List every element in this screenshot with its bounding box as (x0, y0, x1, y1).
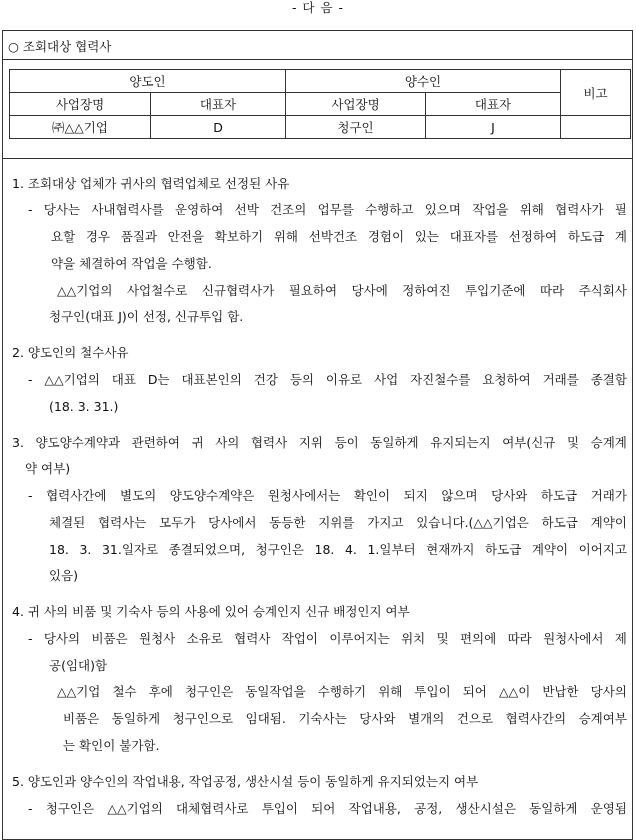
transferee-name-cell: 청구인 (286, 116, 426, 139)
item-4-line-1: - 당사의 비품은 원청사 소유로 협력사 작업이 이루어지는 위치 및 편의에 따라 원청사에서 제 (28, 631, 627, 646)
section-divider-bottom (2, 158, 633, 159)
transferor-name-cell: ㈜△△기업 (10, 116, 151, 139)
item-3-line-3: 18. 3. 31.일자로 종결되었으며, 청구인은 18. 4. 1.일부터 현재까지 하도급 계약이 이어지고 (49, 542, 627, 557)
section-title: ○ 조회대상 협력사 (8, 39, 112, 54)
remarks-cell (561, 116, 631, 139)
item-3-line-4: 있음) (49, 568, 79, 583)
transferor-business-name-header: 사업장명 (10, 93, 151, 116)
transferor-representative-header: 대표자 (151, 93, 286, 116)
item-4-line-5: 는 확인이 불가함. (63, 738, 160, 753)
remarks-header: 비고 (561, 70, 631, 116)
transferor-header: 양도인 (10, 70, 286, 93)
item-4-line-2: 공(임대)함 (49, 658, 108, 673)
item-1-line-4: △△기업의 사업철수로 신규협력사가 필요하여 당사에 정하여진 투입기준에 따라 주식회사 (57, 283, 627, 298)
item-1-line-1: - 당사는 사내협력사를 운영하여 선박 건조의 업무를 수행하고 있으며 작업을 위해 협력사가 필 (28, 202, 627, 217)
item-5-title: 5. 양도인과 양수인의 작업내용, 작업공정, 생산시설 등이 동일하게 유지되었는지 여부 (12, 774, 479, 789)
transferee-business-name-header: 사업장명 (286, 93, 426, 116)
transferor-rep-cell: D (151, 116, 286, 139)
document-heading: - 다 음 - (291, 0, 345, 15)
item-2-line-2: (18. 3. 31.) (49, 399, 119, 414)
item-4-line-3: △△기업 철수 후에 청구인은 동일작업을 수행하기 위해 투입이 되어 △△이 반납한 당사의 (57, 684, 627, 699)
partner-table (9, 69, 631, 139)
transferee-header: 양수인 (286, 70, 561, 93)
transferee-representative-header: 대표자 (426, 93, 561, 116)
item-4-title: 4. 귀 사의 비품 및 기숙사 등의 사용에 있어 승계인지 신규 배정인지 여부 (12, 604, 410, 619)
item-3-title: 3. 양도양수계약과 관련하여 귀 사의 협력사 지위 등이 동일하게 유지되는지 여부(신규 및 승계계 (12, 435, 627, 450)
table-row (10, 116, 631, 139)
item-1-title: 1. 조회대상 업체가 귀사의 협력업체로 선정된 사유 (12, 176, 290, 191)
item-2-title: 2. 양도인의 철수사유 (12, 345, 129, 360)
section-divider-top (2, 59, 633, 60)
item-3-title-cont: 약 여부) (25, 461, 71, 476)
item-1-line-2: 요할 경우 품질과 안전을 확보하기 위해 선박건조 경험이 있는 대표자를 선정하여 하도급 계 (51, 229, 627, 244)
transferee-rep-cell: J (426, 116, 561, 139)
item-4-line-4: 비품은 동일하게 청구인으로 임대됨. 기숙사는 당사와 별개의 건으로 협력사간의 승계여부 (63, 711, 627, 726)
item-1-line-5: 청구인(대표 J)이 선정, 신규투입 함. (49, 309, 244, 324)
item-5-line-1: - 청구인은 △△기업의 대체협력사로 투입이 되어 작업내용, 공정, 생산시설은 동일하게 운영됨 (28, 801, 627, 816)
item-3-line-2: 체결된 협력사는 모두가 당사에서 동등한 지위를 가지고 있습니다.(△△기업은 하도급 계약이 (49, 515, 627, 530)
item-3-line-1: - 협력사간에 별도의 양도양수계약은 원청사에서는 확인이 되지 않으며 당사와 하도급 거래가 (28, 488, 627, 503)
item-1-line-3: 약을 체결하여 작업을 수행함. (51, 256, 212, 271)
item-2-line-1: - △△기업의 대표 D는 대표본인의 건강 등의 이유로 사업 자진철수를 요청하여 거래를 종결함 (28, 372, 627, 387)
